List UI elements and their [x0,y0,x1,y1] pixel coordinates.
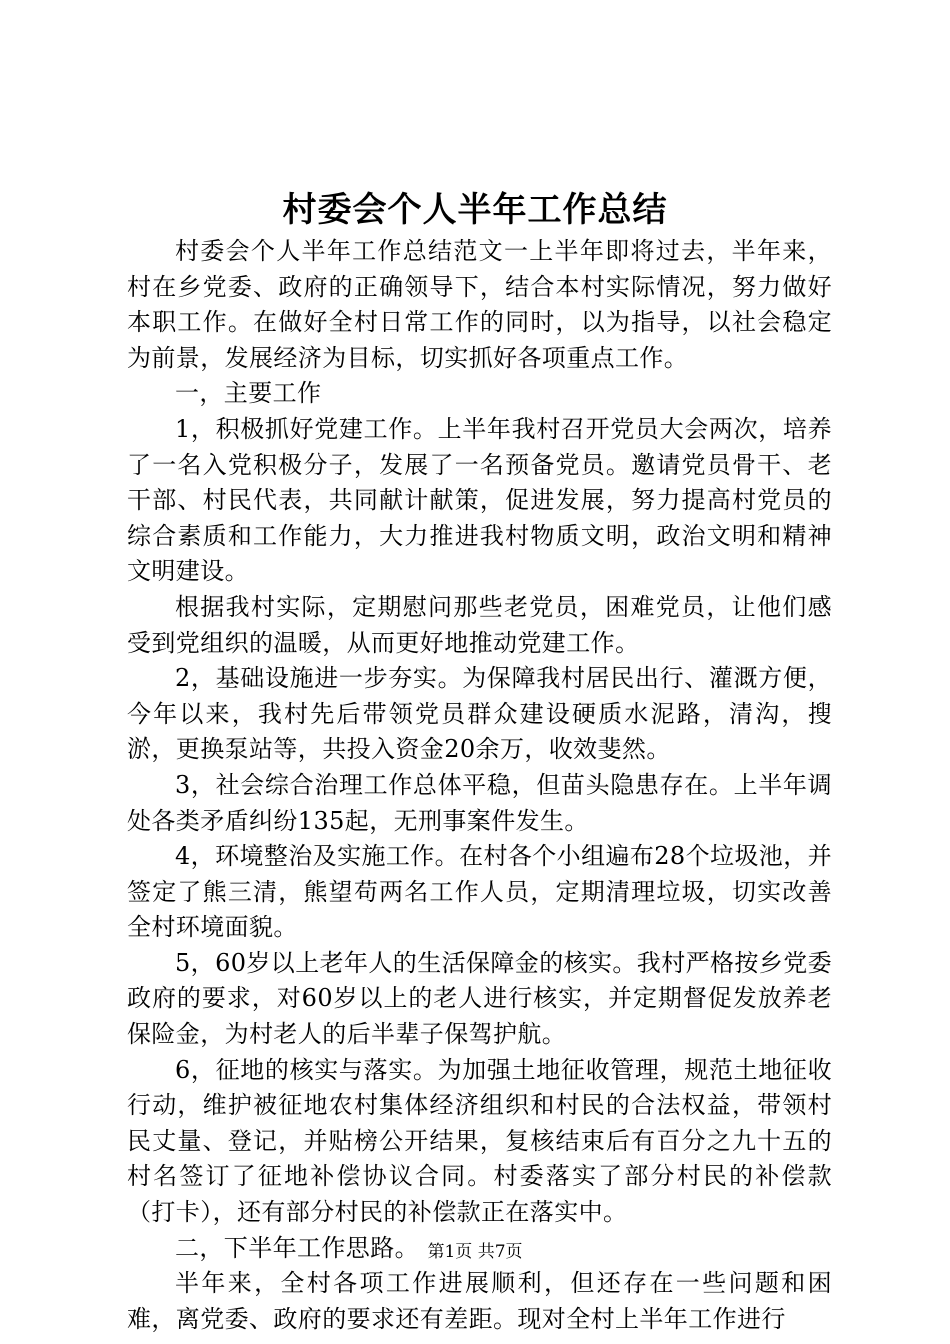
section-heading-next-half: 二，下半年工作思路。 [175,1233,419,1262]
item-land-acquisition: 6，征地的核实与落实。为加强土地征收管理，规范土地征收行动，维护被征地农村集体经济组织和村民的合法权益，带领村民丈量、登记，并贴榜公开结果，复核结束后有百分之九十五的村名签订了征地补偿协议合同。村委落实了部分村民的补偿款（打卡），还有部分村民的补偿款正在落实中。 [127,1055,832,1227]
document-title: 村委会个人半年工作总结 [282,190,668,230]
item-infrastructure: 2，基础设施进一步夯实。为保障我村居民出行、灌溉方便，今年以来，我村先后带领党员群众建设硬质水泥路，清沟，搜淤，更换泵站等，共投入资金20余万，收效斐然。 [127,664,832,764]
paragraph-summary: 半年来，全村各项工作进展顺利，但还存在一些问题和困难，离党委、政府的要求还有差距。现对全村上半年工作进行 [127,1269,832,1333]
item-party-building: 1，积极抓好党建工作。上半年我村召开党员大会两次，培养了一名入党积极分子，发展了一名预备党员。邀请党员骨干、老干部、村民代表，共同献计献策，促进发展，努力提高村党员的综合素质和工作能力，大力推进我村物质文明，政治文明和精神文明建设。 [127,414,832,586]
item-environment: 4，环境整治及实施工作。在村各个小组遍布28个垃圾池，并签定了熊三清，熊望苟两名工作人员，定期清理垃圾，切实改善全村环境面貌。 [127,842,833,942]
paragraph-intro: 村委会个人半年工作总结范文一上半年即将过去，半年来，村在乡党委、政府的正确领导下，结合本村实际情况，努力做好本职工作。在做好全村日常工作的同时，以为指导，以社会稳定为前景，发展经济为目标，切实抓好各项重点工作。 [127,237,832,372]
item-social-governance: 3，社会综合治理工作总体平稳，但苗头隐患存在。上半年调处各类矛盾纠纷135起，无刑事案件发生。 [127,770,832,835]
item-elderly-allowance: 5，60岁以上老年人的生活保障金的核实。我村严格按乡党委政府的要求，对60岁以上的老人进行核实，并定期督促发放养老保险金，为村老人的后半辈子保驾护航。 [127,948,833,1049]
document-body [127,234,832,1337]
section-heading-main-work: 一，主要工作 [175,379,322,408]
paragraph-visit-members: 根据我村实际，定期慰问那些老党员，困难党员，让他们感受到党组织的温暖，从而更好地推动党建工作。 [127,592,832,657]
page-footer: 第1页 共7页 [427,1242,523,1262]
